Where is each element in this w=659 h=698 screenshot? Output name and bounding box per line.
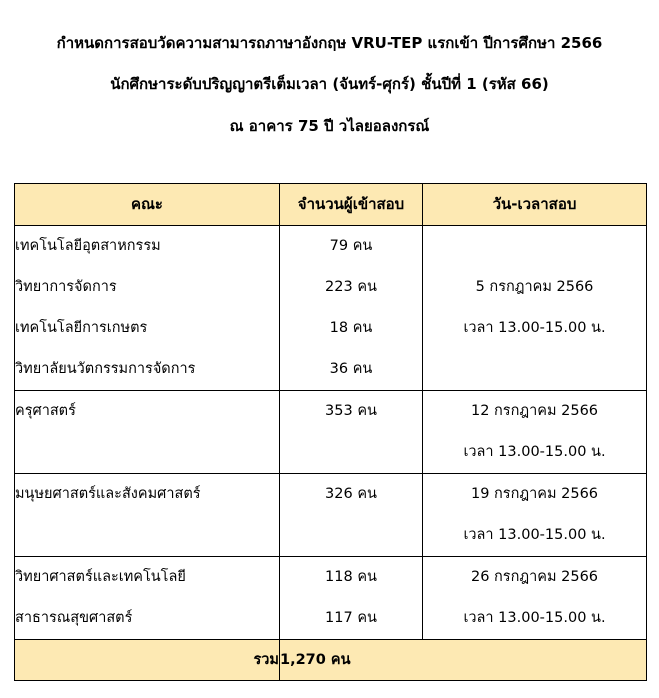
table-row — [15, 391, 647, 433]
exam-time: เวลา 13.00-15.00 น. — [423, 432, 647, 474]
count-cell: 353 คน — [280, 391, 423, 433]
exam-time: เวลา 13.00-15.00 น. — [423, 515, 647, 557]
count-cell: 326 คน — [280, 474, 423, 516]
faculty-cell: เทคโนโลยีอุตสาหกรรม — [15, 226, 280, 268]
table-header-row — [15, 184, 647, 226]
count-cell: 118 คน — [280, 557, 423, 599]
faculty-cell: สาธารณสุขศาสตร์ — [15, 598, 280, 640]
header-faculty: คณะ — [15, 184, 280, 226]
exam-schedule-table — [14, 183, 647, 681]
empty-cell — [280, 432, 423, 474]
exam-date: 19 กรกฎาคม 2566 — [423, 474, 647, 516]
faculty-cell: เทคโนโลยีการเกษตร — [15, 308, 280, 349]
faculty-cell: วิทยาการจัดการ — [15, 267, 280, 308]
count-cell: 117 คน — [280, 598, 423, 640]
faculty-cell: วิทยาลัยนวัตกรรมการจัดการ — [15, 349, 280, 391]
faculty-cell: มนุษยศาสตร์และสังคมศาสตร์ — [15, 474, 280, 516]
table-row — [15, 474, 647, 516]
empty-cell — [15, 515, 280, 557]
faculty-cell: ครุศาสตร์ — [15, 391, 280, 433]
exam-time: เวลา 13.00-15.00 น. — [423, 598, 647, 640]
title-line-3: ณ อาคาร 75 ปี วไลยอลงกรณ์ — [229, 117, 430, 135]
table-row — [15, 515, 647, 557]
table-row — [15, 557, 647, 599]
count-cell: 18 คน — [280, 308, 423, 349]
faculty-cell: วิทยาศาสตร์และเทคโนโลยี — [15, 557, 280, 599]
exam-date: 26 กรกฎาคม 2566 — [423, 557, 647, 599]
table-row — [15, 598, 647, 640]
total-value: 1,270 คน — [280, 640, 647, 681]
count-cell: 36 คน — [280, 349, 423, 391]
title-line-2: นักศึกษาระดับปริญญาตรีเต็มเวลา (จันทร์-ศุกร์) ชั้นปีที่ 1 (รหัส 66) — [110, 75, 549, 93]
exam-date: 12 กรกฎาคม 2566 — [423, 391, 647, 433]
exam-time: เวลา 13.00-15.00 น. — [463, 320, 606, 336]
header-count: จำนวนผู้เข้าสอบ — [280, 184, 423, 226]
total-row — [15, 640, 647, 681]
count-cell: 79 คน — [280, 226, 423, 268]
title-line-1: กำหนดการสอบวัดความสามารถภาษาอังกฤษ VRU-TEP แรกเข้า ปีการศึกษา 2566 — [56, 34, 603, 52]
empty-cell — [15, 432, 280, 474]
table-row — [15, 432, 647, 474]
exam-date: 5 กรกฎาคม 2566 — [475, 279, 594, 295]
empty-cell — [280, 515, 423, 557]
header-datetime: วัน-เวลาสอบ — [423, 184, 647, 226]
count-cell: 223 คน — [280, 267, 423, 308]
datetime-cell — [423, 226, 647, 391]
table-row — [15, 226, 647, 268]
total-label: รวม — [15, 640, 280, 681]
